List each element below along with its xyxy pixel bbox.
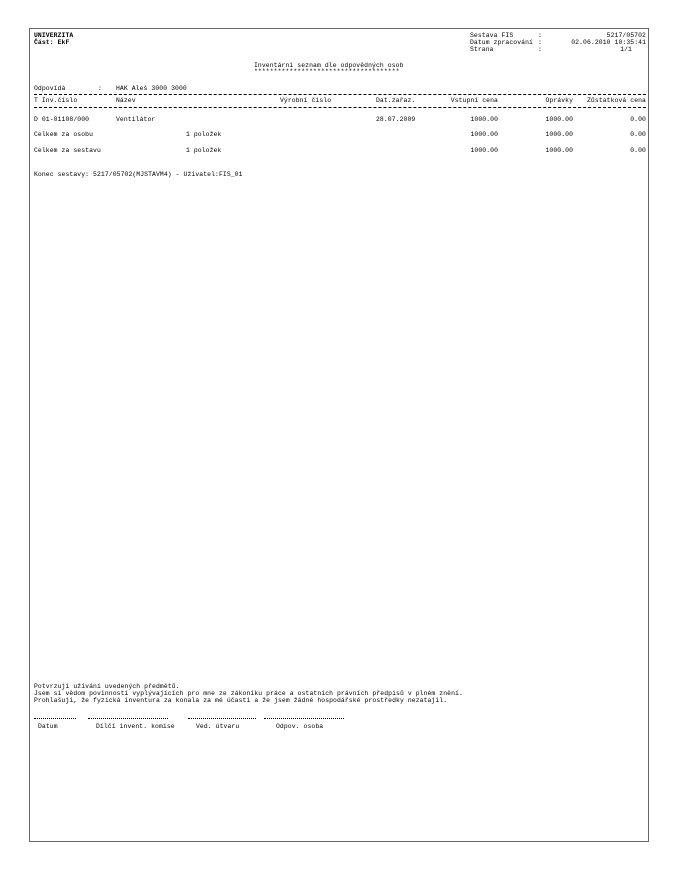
col-entry: Vstupní cena	[450, 97, 498, 104]
signature-line-date	[34, 718, 76, 719]
title-underline: *************************************	[254, 68, 400, 75]
report-end-line: Konec sestavy: 5217/05702(MJSTAVM4) - Uživatel:FIS_01	[34, 171, 243, 178]
report-sep: :	[538, 32, 542, 39]
page-label: Strana	[470, 46, 494, 53]
org-name: UNIVERZITA	[34, 32, 74, 39]
total-person-count: 1 položek	[186, 131, 222, 138]
signature-label-date: Datum	[38, 723, 58, 730]
total-report-entry: 1000.00	[470, 147, 498, 154]
declaration-line-1: Potvrzuji užívání uvedených předmětů.	[34, 683, 180, 690]
signature-label-commission: Dílčí invent. komise	[96, 723, 175, 730]
declaration-line-3: Prohlašuji, že fyzická inventura za konala za mé účasti a že jsem žádné hospodářské prostředky nezatajil.	[34, 697, 448, 704]
col-date: Dat.zařaz.	[376, 97, 416, 104]
signature-line-commission	[88, 718, 168, 719]
total-person-depr: 1000.00	[545, 131, 573, 138]
dept-name: Část: EkF	[34, 39, 70, 46]
total-report-residual: 0.00	[630, 147, 646, 154]
processed-value: 02.06.2010 10:35:41	[571, 39, 646, 46]
row-name: Ventilátor	[116, 116, 156, 123]
row-inv: D 01-01108/000	[34, 116, 90, 123]
responsible-sep: :	[98, 85, 102, 92]
processed-label: Datum zpracování	[470, 39, 533, 46]
signature-label-responsible: Odpov. osoba	[276, 723, 324, 730]
report-value: 5217/05702	[606, 32, 646, 39]
signature-line-head	[188, 718, 256, 719]
header-rule-top	[34, 94, 646, 95]
col-residual: Zůstatková cena	[586, 97, 646, 104]
signature-line-responsible	[264, 718, 344, 719]
total-report-depr: 1000.00	[545, 147, 573, 154]
row-residual: 0.00	[630, 116, 646, 123]
total-person-residual: 0.00	[630, 131, 646, 138]
responsible-value: HAK Aleš 3000 3000	[116, 85, 187, 92]
row-depr: 1000.00	[545, 116, 573, 123]
report-label: Sestava FIS	[470, 32, 514, 39]
responsible-label: Odpovídá	[34, 85, 66, 92]
page-title: Inventární seznam dle odpovědných osob	[254, 62, 404, 69]
total-person-entry: 1000.00	[470, 131, 498, 138]
signature-label-head: Ved. útvaru	[196, 723, 240, 730]
col-name: Název	[116, 97, 136, 104]
header-rule-bottom	[34, 107, 646, 108]
page-number: 1/1	[620, 46, 632, 53]
page-sep: :	[538, 46, 542, 53]
total-report-count: 1 položek	[186, 147, 222, 154]
processed-sep: :	[538, 39, 542, 46]
col-serial: Výrobní číslo	[280, 97, 332, 104]
declaration-line-2: Jsem si vědom povinností vyplývajících pro mne ze zákoníku práce a ostatních právních předpisů v plném znění.	[34, 690, 463, 697]
total-report-label: Celkem za sestavu	[34, 147, 101, 154]
total-person-label: Celkem za osobu	[34, 131, 94, 138]
row-entry: 1000.00	[470, 116, 498, 123]
col-inv: T Inv.číslo	[34, 97, 78, 104]
row-date: 28.07.2009	[376, 116, 416, 123]
col-depr: Oprávky	[545, 97, 573, 104]
